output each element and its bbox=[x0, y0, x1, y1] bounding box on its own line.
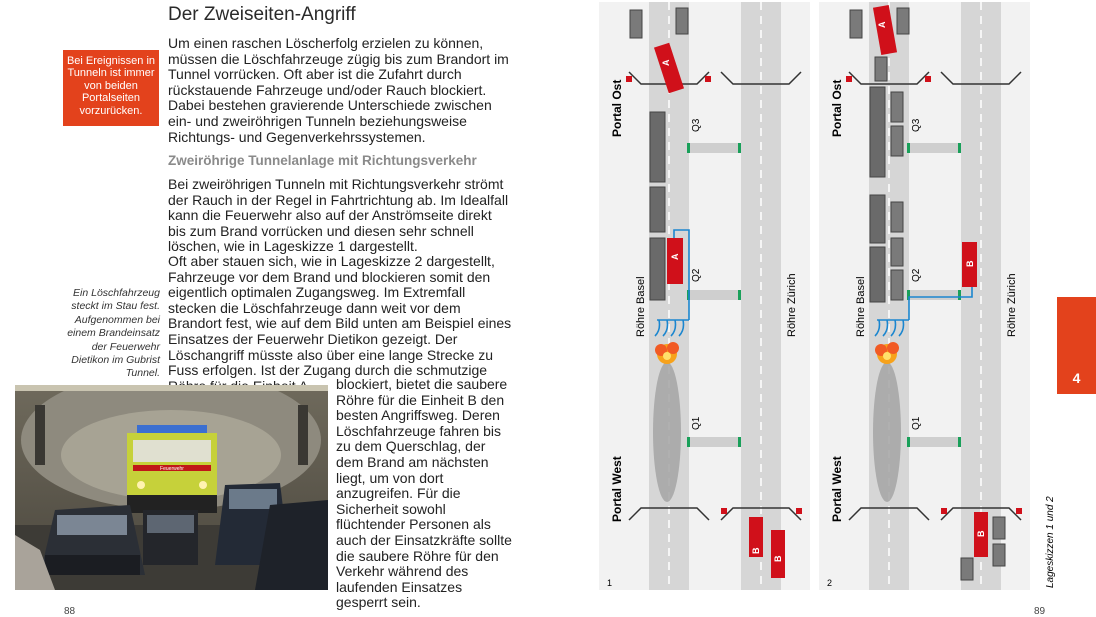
lageskizze-2 bbox=[819, 2, 1030, 590]
truck bbox=[650, 187, 665, 232]
truck-label: Feuerwehr bbox=[160, 466, 184, 472]
tube-basel-label: Röhre Basel bbox=[635, 276, 647, 337]
car bbox=[891, 92, 903, 122]
vehicle-a bbox=[667, 238, 683, 284]
fire-truck bbox=[127, 425, 217, 513]
svg-text:A: A bbox=[877, 21, 887, 28]
svg-text:B: B bbox=[751, 547, 761, 554]
svg-text:Q3: Q3 bbox=[691, 118, 702, 132]
page-number-right: 89 bbox=[1034, 606, 1046, 617]
tube-basel-label: Röhre Basel bbox=[855, 276, 867, 337]
car bbox=[961, 558, 973, 580]
tube-zurich-label: Röhre Zürich bbox=[786, 273, 798, 337]
page-number-left: 88 bbox=[64, 606, 76, 617]
portal-east-label: Portal Ost bbox=[830, 79, 844, 137]
svg-text:B: B bbox=[976, 530, 986, 537]
truck bbox=[870, 247, 885, 302]
car bbox=[676, 8, 688, 34]
car bbox=[993, 517, 1005, 539]
subheading: Zweiröhrige Tunnelanlage mit Richtungsverkehr bbox=[168, 153, 477, 168]
portal-west-label: Portal West bbox=[830, 456, 844, 522]
paragraph-1: Bei zweiröhrigen Tunneln mit Richtungsverkehr strömt der Rauch in der Regel in Fahrtrichtung ab. Im Idealfall kann die Feuerwehr also auf der Anströmseite direkt bis zum Brand vorrücken und diesen sehr schnell löschen, wie in Lageskizze 1 dargestellt. bbox=[168, 176, 509, 255]
car bbox=[630, 10, 642, 38]
paragraph-2: Oft aber stauen sich, wie in Lageskizze 2 dargestellt, Fahrzeuge vor dem Brand und blockieren somit den eigentlich optimalen Zugangsweg. Im Extremfall stecken die Löschfahrzeuge dann weit vor dem Brandort fest, wie auf dem Bild unten am Beispiel eines Einsatzes der Feuerwehr Dietikon gezeigt. Der Löschangriff müsste also über eine lange Strecke zu Fuss erfolgen. Ist der Zugang durch die schmutzige bbox=[168, 253, 512, 379]
svg-text:Q3: Q3 bbox=[911, 118, 922, 132]
car bbox=[897, 8, 909, 34]
chapter-number: 4 bbox=[1072, 370, 1081, 386]
svg-text:Lageskizzen 1 und 2: Lageskizzen 1 und 2 bbox=[1045, 496, 1056, 588]
svg-text:B: B bbox=[773, 555, 783, 562]
svg-text:Q1: Q1 bbox=[911, 416, 922, 430]
car bbox=[891, 202, 903, 232]
tube-zurich-label: Röhre Zürich bbox=[1006, 273, 1018, 337]
truck bbox=[870, 87, 885, 177]
page-heading: Der Zweiseiten-Angriff bbox=[168, 4, 356, 25]
portal-west-label: Portal West bbox=[610, 456, 624, 522]
car bbox=[891, 238, 903, 266]
svg-text:A: A bbox=[661, 59, 671, 66]
smoke-cloud bbox=[653, 362, 681, 502]
intro-paragraph: Um einen raschen Löscherfolg erzielen zu können, müssen die Löschfahrzeuge zügig bis zum Brandort im Tunnel vorrücken. Oft aber ist die Zufahrt durch rückstauende Fahrzeuge und/oder Rauch blockiert. Dabei bestehen gravierende Unterschiede zwischen ein- und zweiröhrigen Tunneln beziehungsweise Richtungs- und Gegenverkehrssystemen. bbox=[168, 35, 509, 145]
car bbox=[993, 544, 1005, 566]
car bbox=[891, 270, 903, 300]
car bbox=[891, 126, 903, 156]
lageskizze-1 bbox=[599, 2, 810, 590]
smoke-cloud bbox=[873, 362, 901, 502]
svg-text:B: B bbox=[965, 260, 975, 267]
car-left bbox=[40, 505, 145, 575]
paragraph-3: blockiert, bietet die saubere Röhre für die Einheit B den besten Angriffsweg. Deren Löschfahrzeuge fahren bis zu dem Querschlag, der dem Brand am nächsten liegt, um von dort anzugreifen. Für die Sicherheit sowohl flüchtender Personen als auch der Einsatzkräfte sollte die saubere Röhre für den Verkehr während des laufenden Einsatzes gesperrt sein. bbox=[336, 376, 512, 611]
truck bbox=[650, 238, 665, 300]
car bbox=[850, 10, 862, 38]
svg-text:Q2: Q2 bbox=[691, 268, 702, 282]
truck bbox=[870, 195, 885, 243]
portal-east-label: Portal Ost bbox=[610, 79, 624, 137]
tunnel-photo bbox=[15, 385, 328, 590]
callout-box: Bei Ereignissen in Tunneln ist immer von beiden Portalseiten vorzurücken. bbox=[63, 50, 159, 126]
sketch-number: 2 bbox=[827, 578, 833, 588]
svg-text:Q1: Q1 bbox=[691, 416, 702, 430]
svg-text:Q2: Q2 bbox=[911, 268, 922, 282]
car bbox=[875, 57, 887, 81]
side-reference bbox=[1042, 488, 1056, 588]
photo-caption: Ein Löschfahrzeug steckt im Stau fest. Aufgenommen bei einem Brandeinsatz der Feuerwehr Dietikon im Gubrist Tunnel. bbox=[67, 287, 160, 380]
svg-text:A: A bbox=[670, 253, 680, 260]
truck bbox=[650, 112, 665, 182]
sketch-number: 1 bbox=[607, 578, 613, 588]
